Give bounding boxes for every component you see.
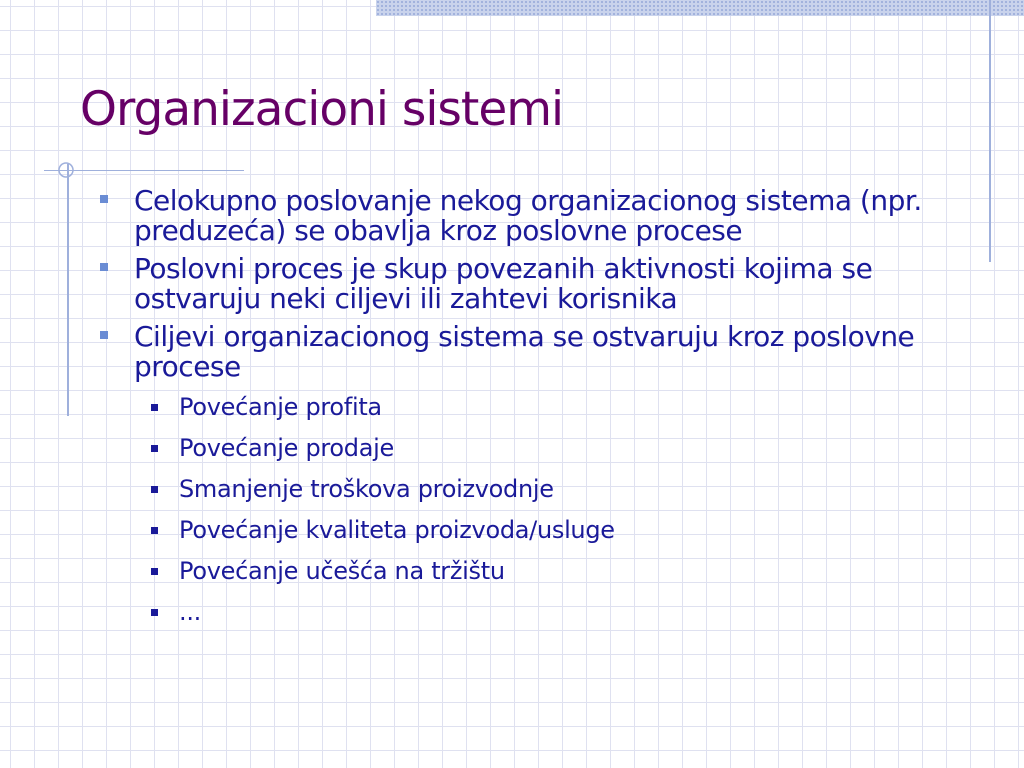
circle-crosshair-icon <box>56 160 76 180</box>
small-square-bullet-icon <box>151 527 158 534</box>
slide-content <box>96 186 996 638</box>
square-bullet-icon <box>100 263 108 271</box>
small-square-bullet-icon <box>151 486 158 493</box>
sub-bullet-item <box>96 556 996 586</box>
sub-bullet-item <box>96 392 996 422</box>
sub-bullet-text: Povećanje učešća na tržištu <box>179 557 505 585</box>
bullet-text: Celokupno poslovanje nekog organizacionog sistema (npr. preduzeća) se obavlja kroz poslovne procese <box>134 184 922 247</box>
small-square-bullet-icon <box>151 445 158 452</box>
bullet-item <box>96 254 996 314</box>
sub-bullet-item <box>96 474 996 504</box>
sub-bullet-item <box>96 515 996 545</box>
top-decorative-band <box>376 0 1024 16</box>
bullet-item <box>96 186 996 246</box>
sub-bullet-text: Povećanje profita <box>179 393 382 421</box>
sub-bullet-text: Povećanje kvaliteta proizvoda/usluge <box>179 516 615 544</box>
square-bullet-icon <box>100 331 108 339</box>
square-bullet-icon <box>100 195 108 203</box>
bullet-item <box>96 322 996 382</box>
small-square-bullet-icon <box>151 404 158 411</box>
left-decorative-line <box>67 164 69 416</box>
sub-bullet-list <box>96 392 996 627</box>
bullet-text: Ciljevi organizacionog sistema se ostvaruju kroz poslovne procese <box>134 320 915 383</box>
small-square-bullet-icon <box>151 609 158 616</box>
sub-bullet-text: Smanjenje troškova proizvodnje <box>179 475 554 503</box>
sub-bullet-item <box>96 433 996 463</box>
small-square-bullet-icon <box>151 568 158 575</box>
bullet-text: Poslovni proces je skup povezanih aktivnosti kojima se ostvaruju neki ciljevi ili zahtevi korisnika <box>134 252 873 315</box>
slide-title: Organizacioni sistemi <box>80 82 564 137</box>
sub-bullet-text: ... <box>179 598 201 626</box>
sub-bullet-item <box>96 597 996 627</box>
sub-bullet-text: Povećanje prodaje <box>179 434 394 462</box>
